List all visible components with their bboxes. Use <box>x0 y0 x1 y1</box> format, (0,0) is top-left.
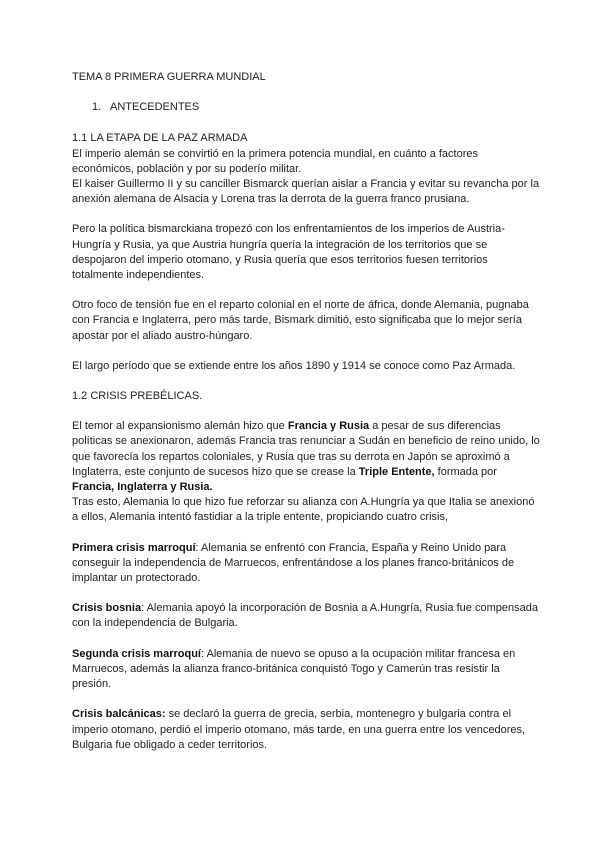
paragraph: El largo período que se extiende entre los años 1890 y 1914 se conoce como Paz Armada. <box>72 359 516 372</box>
text-run: El temor al expansionismo alemán hizo que <box>72 420 288 433</box>
crisis-text: : Alemania se enfrentó con Francia, España y Reino Unido para conseguir la independencia de Marruecos, enfrentándose a los planes franco-británicos de implantar un protectorado. <box>72 541 515 585</box>
crisis-text: se declaró la guerra de grecia, serbia, montenegro y bulgaria contra el imperio otomano, perdió el imperio otomano, más tarde, en una guerra entre los vencedores, Bulgaria fue obligado a ceder territorios. <box>72 708 526 751</box>
crisis-item-segunda-marroqui <box>72 647 540 693</box>
document-title: TEMA 8 PRIMERA GUERRA MUNDIAL <box>72 71 266 83</box>
paragraph: El imperio alemán se convirtió en la primera potencia mundial, en cuánto a factores económicos, población y por su poderío militar. <box>72 147 478 175</box>
subheading-paz-armada: 1.1 LA ETAPA DE LA PAZ ARMADA <box>72 132 248 145</box>
paragraph-triple-entente <box>72 419 540 495</box>
text-run: formada por <box>434 465 497 478</box>
bold-run: Francia, Inglaterra y Rusia. <box>72 481 213 494</box>
section-antecedentes <box>72 100 540 115</box>
bold-run: Francia y Rusia <box>287 420 370 433</box>
paragraph: Pero la política bismarckiana tropezó con los enfrentamientos de los imperios de Austria-Hungría y Rusia, ya que Austria hungría quería la integración de los territorios que se despojaron del imperio otomano, y Rusia quería que esos territorios fuesen territorios totalmente independientes. <box>72 223 505 282</box>
crisis-title: Crisis bosnia <box>72 602 142 615</box>
crisis-text: : Alemania de nuevo se opuso a la ocupación militar francesa en Marruecos, además la alianza franco-británica conquistó Togo y Camerún tras resistir la presión. <box>72 647 516 691</box>
text-run: a pesar de sus diferencias políticas se anexionaron, además Francia tras renunciar a Sudán en beneficio de reino unido, lo que favorecía los repartos coloniales, y Rusia que tras su derrota en Japón se aproximó a Inglaterra, este conjunto de sucesos hizo que se crease la <box>72 420 540 478</box>
bold-run: Triple Entente, <box>358 465 435 478</box>
crisis-item-bosnia <box>72 601 540 631</box>
paragraph: Tras esto, Alemania lo que hizo fue reforzar su alianza con A.Hungría ya que Italia se anexionó a ellos, Alemania intentó fastidiar a la triple entente, propiciando cuatro crisis, <box>72 496 535 524</box>
paragraph: Otro foco de tensión fue en el reparto colonial en el norte de áfrica, donde Alemania, pugnaba con Francia e Inglaterra, pero más tarde, Bismark dimitió, esto significaba que lo mejor sería apostar por el aliado austro-húngaro. <box>72 299 529 342</box>
crisis-text: : Alemania apoyó la incorporación de Bosnia a A.Hungría, Rusia fue compensada con la independencia de Bulgaria. <box>72 602 538 630</box>
paragraph: El kaiser Guillermo II y su canciller Bismarck querían aislar a Francia y evitar su revancha por la anexión alemana de Alsacia y Lorena tras la derrota de la guerra franco prusiana. <box>72 178 540 206</box>
crisis-item-primera-marroqui <box>72 541 540 587</box>
crisis-title: Crisis balcánicas: <box>72 708 166 721</box>
crisis-item-balcanicas <box>72 707 540 753</box>
section-label: ANTECEDENTES <box>110 101 200 114</box>
crisis-title: Primera crisis marroquí <box>72 541 196 554</box>
section-number: 1. <box>92 101 102 114</box>
subheading-crisis-prebelicas: 1.2 CRISIS PREBÉLICAS. <box>72 390 203 403</box>
crisis-title: Segunda crisis marroquí <box>72 647 201 660</box>
